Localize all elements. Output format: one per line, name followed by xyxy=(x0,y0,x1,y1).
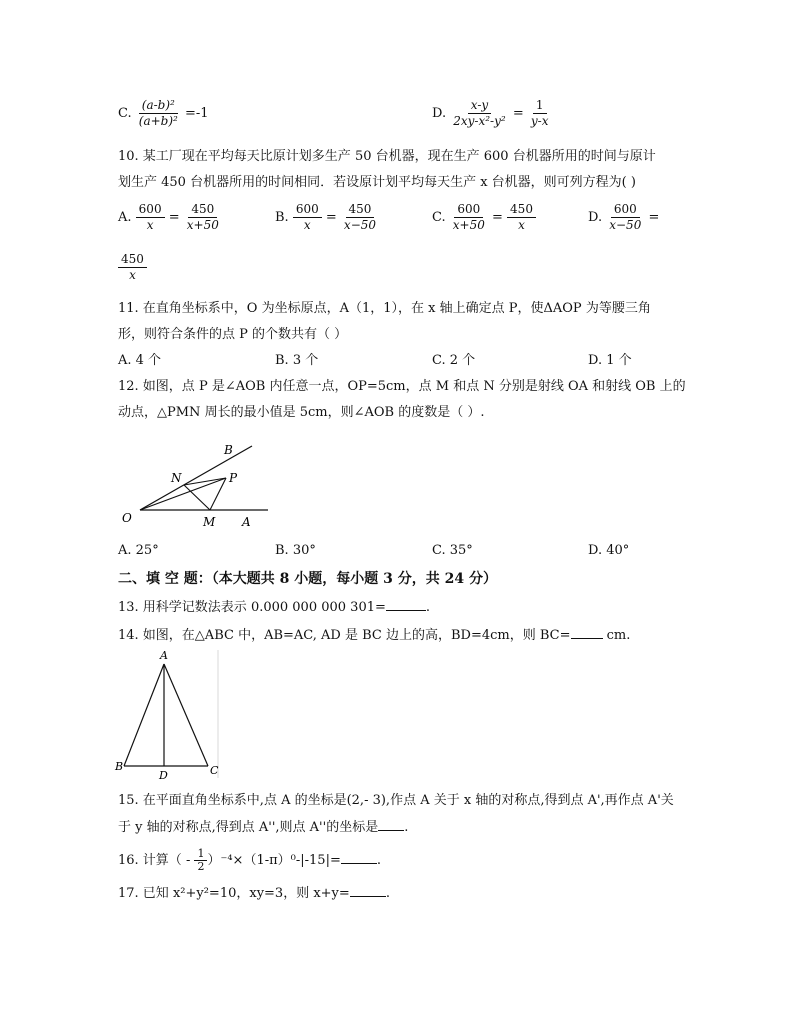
q9-d-denominator: 2xy-x²-y² xyxy=(453,114,506,128)
section-heading: 二、填 空 题：（本大题共 8 小题，每小题 3 分，共 24 分） xyxy=(118,571,497,587)
q10-a-d1: x xyxy=(146,218,154,232)
q10-d-label: D. xyxy=(588,210,603,225)
q10-a-label: A. xyxy=(118,210,132,225)
q10-d-n2: 450 xyxy=(118,252,147,268)
q10-c-d2: x xyxy=(518,218,525,232)
q14-triangle-figure xyxy=(112,646,224,782)
q15-line2 xyxy=(118,818,408,837)
q10-b-d2: x−50 xyxy=(343,218,377,232)
q10-c-eq: = xyxy=(492,210,503,225)
q17-text: 17. 已知 x²+y²=10，xy=3，则 x+y= xyxy=(118,886,350,901)
q12-line2: 动点，△PMN 周长的最小值是 5cm，则∠AOB 的度数是（ ）. xyxy=(118,405,485,420)
q10-a-d2: x+50 xyxy=(186,218,219,232)
label-c: C xyxy=(210,764,219,777)
q9-c-numerator: (a-b)² xyxy=(139,98,178,114)
q10-d-d1: x−50 xyxy=(609,218,642,232)
q12-angle-figure xyxy=(118,438,278,530)
q12-line1: 12. 如图，点 P 是∠AOB 内任意一点，OP=5cm，点 M 和点 N 分别是射线 OA 和射线 OB 上的 xyxy=(118,379,686,394)
q10-a-n1: 600 xyxy=(136,202,165,218)
q9-d-rhs-denominator: y-x xyxy=(530,114,549,128)
label-p: P xyxy=(229,471,238,485)
q10-b-n1: 600 xyxy=(293,202,322,218)
q9-option-d xyxy=(432,98,552,129)
q17 xyxy=(118,884,390,903)
label-b: B xyxy=(224,443,233,457)
label-m: M xyxy=(203,515,216,529)
q11-line1: 11. 在直角坐标系中，O 为坐标原点，A（1，1），在 x 轴上确定点 P，使ΔAOP 为等腰三角 xyxy=(118,301,651,316)
q14 xyxy=(118,626,630,645)
q16-frac-den: 2 xyxy=(197,860,205,873)
q11-option-c: C. 2 个 xyxy=(432,353,476,368)
q11-option-b: B. 3 个 xyxy=(275,353,319,368)
label-b: B xyxy=(115,760,124,773)
q16-post: ）⁻⁴×（1-π）⁰-|-15|= xyxy=(207,853,341,868)
q10-b-n2: 450 xyxy=(346,202,375,218)
q11-option-a: A. 4 个 xyxy=(118,353,162,368)
q10-c-label: C. xyxy=(432,210,446,225)
q12-option-c: C. 35° xyxy=(432,543,473,558)
q13 xyxy=(118,598,430,617)
q10-a-n2: 450 xyxy=(188,202,217,218)
q9-c-rhs: =-1 xyxy=(184,106,209,121)
q10-b-label: B. xyxy=(275,210,289,225)
q14-end: cm. xyxy=(602,628,631,643)
q10-b-eq: = xyxy=(325,210,337,225)
q13-text: 13. 用科学记数法表示 0.000 000 000 301= xyxy=(118,600,386,615)
q10-d-eq: = xyxy=(648,210,660,225)
q15-line1: 15. 在平面直角坐标系中,点 A 的坐标是(2,- 3),作点 A 关于 x 轴的对称点,得到点 A',再作点 A'关 xyxy=(118,793,674,808)
q12-option-b: B. 30° xyxy=(275,543,316,558)
q10-b-d1: x xyxy=(303,218,311,232)
q10-c-n2: 450 xyxy=(507,202,536,218)
q10-c-n1: 600 xyxy=(454,202,483,218)
q9-option-d-rhs xyxy=(528,98,552,129)
label-o: O xyxy=(122,511,132,525)
q9-d-equals: = xyxy=(512,106,524,121)
q11-line2: 形，则符合条件的点 P 的个数共有（ ） xyxy=(118,327,348,342)
q9-option-c-fraction xyxy=(136,98,181,129)
q9-option-c xyxy=(118,98,209,129)
q14-answer-blank[interactable] xyxy=(571,626,603,639)
q9-d-numerator: x-y xyxy=(468,98,491,114)
q10-option-b xyxy=(275,202,379,233)
q15-end: . xyxy=(404,820,409,835)
q12-option-d: D. 40° xyxy=(588,543,630,558)
q12-option-a: A. 25° xyxy=(118,543,159,558)
side-ac xyxy=(164,664,208,766)
q14-text: 14. 如图，在△ABC 中，AB=AC, AD 是 BC 边上的高，BD=4cm，则 BC= xyxy=(118,628,571,643)
label-a: A xyxy=(242,515,251,529)
label-d: D xyxy=(159,769,168,782)
q10-option-a xyxy=(118,202,222,233)
q9-d-rhs-numerator: 1 xyxy=(533,98,547,114)
q16 xyxy=(118,848,381,873)
q17-end: . xyxy=(385,886,390,901)
q16-frac-num: 1 xyxy=(194,848,207,861)
q10-d-n1: 600 xyxy=(611,202,640,218)
q16-end: . xyxy=(376,853,381,868)
q16-answer-blank[interactable] xyxy=(341,851,377,864)
q9-option-d-label: D. xyxy=(432,106,447,121)
q9-option-d-lhs xyxy=(450,98,508,129)
q9-option-c-label: C. xyxy=(118,106,132,121)
q13-end: . xyxy=(425,600,431,615)
label-n: N xyxy=(171,471,182,485)
q10-option-d xyxy=(588,202,659,233)
q10-line2: 划生产 450 台机器所用的时间相同．若设原计划平均每天生产 x 台机器，则可列方程为( ) xyxy=(118,175,636,190)
q13-answer-blank[interactable] xyxy=(386,598,426,611)
q10-c-d1: x+50 xyxy=(452,218,485,232)
segment-op xyxy=(140,478,226,510)
q10-line1: 10. 某工厂现在平均每天比原计划多生产 50 台机器，现在生产 600 台机器所用的时间与原计 xyxy=(118,149,656,164)
side-ab xyxy=(124,664,164,766)
q16-pre: 16. 计算（ - xyxy=(118,853,191,868)
q10-option-d-continued xyxy=(118,252,147,283)
q10-d-d2: x xyxy=(129,268,136,282)
q9-c-denominator: (a+b)² xyxy=(138,114,178,128)
q10-option-c xyxy=(432,202,536,233)
q10-a-eq: = xyxy=(168,210,180,225)
q15-line2-text: 于 y 轴的对称点,得到点 A'',则点 A''的坐标是 xyxy=(118,820,379,835)
label-a: A xyxy=(160,649,168,662)
q17-answer-blank[interactable] xyxy=(350,884,386,897)
q15-answer-blank[interactable] xyxy=(378,818,404,831)
q11-option-d: D. 1 个 xyxy=(588,353,632,368)
